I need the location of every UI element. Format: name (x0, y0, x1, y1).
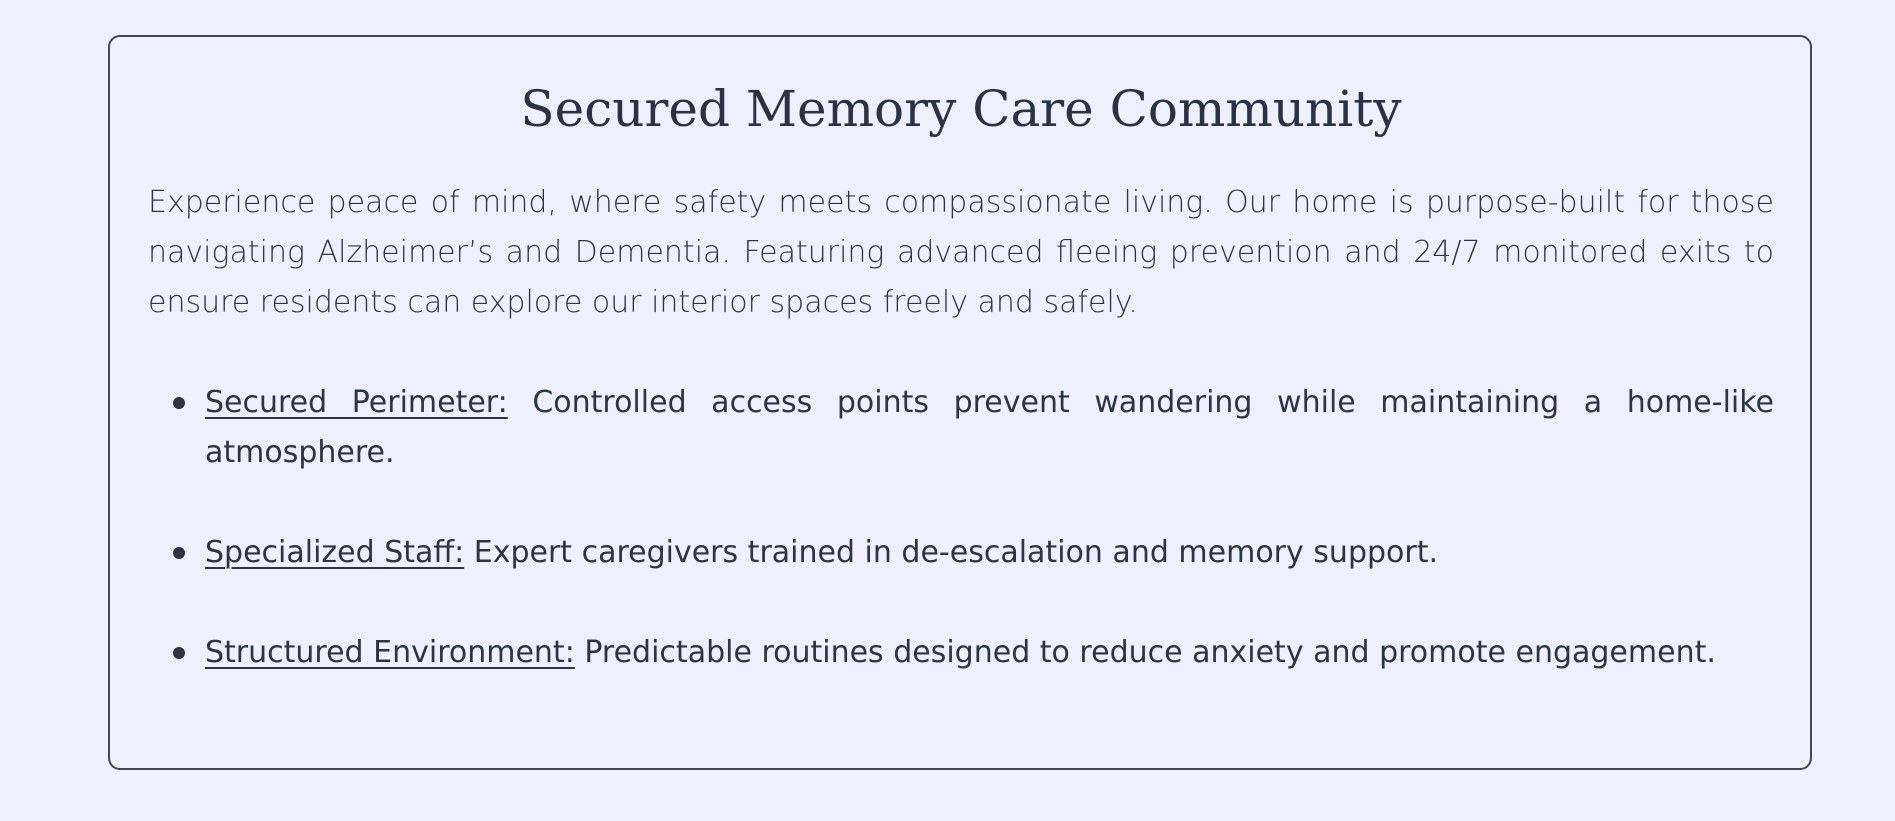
feature-label: Secured Perimeter: (205, 385, 508, 420)
memory-care-card (108, 35, 1812, 770)
feature-description: Predictable routines designed to reduce anxiety and promote engagement. (584, 635, 1716, 670)
feature-list (148, 378, 1774, 678)
feature-description: Expert caregivers trained in de-escalation and memory support. (473, 535, 1439, 570)
feature-label: Specialized Staff: (205, 535, 465, 570)
feature-item-secured-perimeter (148, 378, 1774, 478)
bullet-icon (173, 397, 185, 409)
bullet-icon (173, 647, 185, 659)
feature-item-specialized-staff (148, 528, 1774, 578)
feature-item-structured-environment (148, 628, 1774, 678)
feature-label: Structured Environment: (205, 635, 575, 670)
card-title: Secured Memory Care Community (520, 80, 1402, 138)
bullet-icon (173, 547, 185, 559)
feature-description: Controlled access points prevent wandering while maintaining a home-like atmosphere. (205, 385, 1775, 470)
intro-paragraph: Experience peace of mind, where safety meets compassionate living. Our home is purpose-built for those navigating Alzheimer’s and Dementia. Featuring advanced fleeing prevention and 24/7 monitored exits to ensure residents can explore our interior spaces freely and safely. (148, 185, 1774, 320)
